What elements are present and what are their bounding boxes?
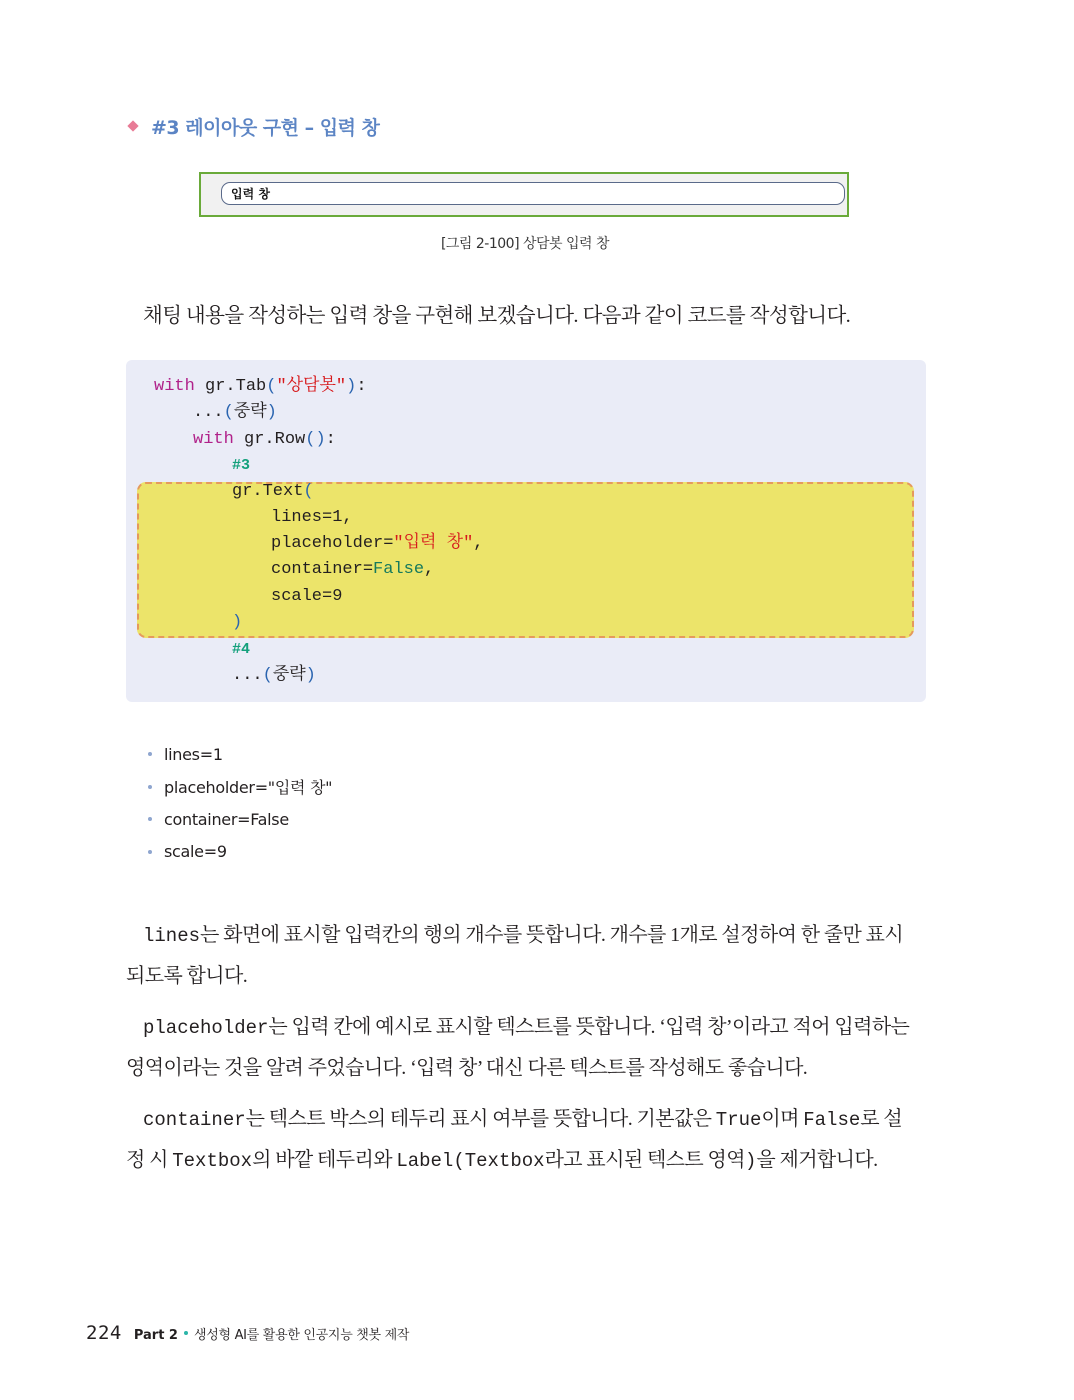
code-text: , (473, 534, 484, 553)
paragraph-lines (126, 915, 926, 996)
bullet-item (148, 836, 332, 869)
paragraph-text: 정 시 (126, 1149, 173, 1171)
code-paren: ) (266, 403, 277, 422)
code-paren: ) (315, 430, 326, 449)
code-line-9 (271, 584, 342, 610)
code-string: "입력 창" (393, 534, 474, 553)
inline-code: False (803, 1109, 861, 1131)
figure-textbox (221, 182, 845, 205)
paragraph-text: 라고 표시된 텍스트 영역 (544, 1149, 745, 1171)
parameter-bullet-list (148, 738, 332, 868)
part-label: Part 2 (133, 1328, 178, 1343)
code-comment-4: #4 (232, 641, 251, 658)
inline-code: True (715, 1109, 762, 1131)
code-paren: ) (346, 377, 357, 396)
code-line-8 (271, 557, 434, 583)
intro-paragraph: 채팅 내용을 작성하는 입력 창을 구현해 보겠습니다. 다음과 같이 코드를 작성합니다. (143, 305, 851, 327)
paragraph-text: 이며 (761, 1108, 804, 1130)
code-text: gr.Text (232, 482, 304, 501)
paragraph-text: 의 바깥 테두리와 (252, 1149, 397, 1171)
inline-code: ) (744, 1150, 757, 1172)
inline-code: Textbox (172, 1150, 253, 1172)
code-text: lines=1, (271, 508, 353, 527)
code-paren: ( (266, 377, 277, 396)
bullet-text: lines=1 (164, 744, 223, 764)
code-paren: ( (303, 482, 314, 501)
bullet-item (148, 771, 332, 804)
code-keyword: with (154, 377, 195, 396)
code-line-2 (193, 400, 277, 426)
code-paren: ( (262, 666, 273, 685)
figure-caption: [그림 2-100] 상담봇 입력 창 (440, 236, 610, 252)
chapter-title: 생성형 AI를 활용한 인공지능 챗봇 제작 (193, 1328, 410, 1343)
inline-code: Label(Textbox (396, 1150, 545, 1172)
paragraph-text: 는 입력 칸에 예시로 표시할 텍스트를 뜻합니다. ‘입력 창’이라고 적어 입력하는 (268, 1016, 910, 1038)
code-text: , (424, 560, 435, 579)
code-text: ... (193, 403, 224, 422)
bullet-item (148, 738, 332, 771)
inline-code: lines (143, 925, 201, 947)
code-line-10: ) (232, 613, 243, 632)
code-text: gr.Row (233, 430, 306, 449)
code-paren: ) (305, 666, 316, 685)
paragraph-line (126, 1007, 926, 1048)
paragraph-line (126, 915, 926, 956)
code-paren: ( (305, 430, 316, 449)
code-text: container= (271, 560, 374, 579)
page-number: 224 (86, 1322, 122, 1344)
code-keyword: with (193, 430, 234, 449)
bullet-text: placeholder="입력 창" (164, 778, 333, 798)
bullet-dot-icon (148, 817, 152, 821)
code-line-6 (271, 505, 353, 531)
diamond-bullet-icon (127, 120, 138, 131)
paragraph-placeholder (126, 1007, 926, 1088)
section-heading (127, 110, 379, 142)
paragraph-text: 로 설 (860, 1108, 903, 1130)
inline-code: placeholder (143, 1017, 269, 1039)
paragraph-line: 되도록 합니다. (126, 965, 248, 987)
code-comment-3: #3 (232, 457, 251, 474)
footer-dot-icon (184, 1331, 188, 1335)
code-text: ... (232, 666, 263, 685)
bullet-dot-icon (148, 752, 152, 756)
inline-code: container (143, 1109, 246, 1131)
paragraph-line: 영역이라는 것을 알려 주었습니다. ‘입력 창’ 대신 다른 텍스트를 작성해도 좋습니다. (126, 1057, 808, 1079)
section-heading-text: #3 레이아웃 구현 – 입력 창 (151, 116, 380, 139)
code-line-1 (154, 374, 367, 400)
code-highlight-box (137, 482, 914, 638)
figure-input-window (199, 172, 849, 217)
code-text: : (325, 430, 336, 449)
code-text: : (356, 377, 367, 396)
bullet-dot-icon (148, 850, 152, 854)
code-string: "상담봇" (276, 377, 347, 396)
bullet-text: container=False (164, 809, 289, 829)
code-line-3 (193, 427, 336, 453)
paragraph-line (126, 1099, 926, 1140)
page-footer (86, 1322, 409, 1344)
code-text: scale=9 (271, 587, 343, 606)
code-boolean: False (373, 560, 425, 579)
code-text: placeholder= (271, 534, 394, 553)
code-paren: ( (223, 403, 234, 422)
paragraph-text: 는 화면에 표시할 입력칸의 행의 개수를 뜻합니다. 개수를 1개로 설정하여 한 줄만 표시 (200, 924, 904, 946)
paragraph-text: 는 텍스트 박스의 테두리 표시 여부를 뜻합니다. 기본값은 (245, 1108, 716, 1130)
paragraph-container (126, 1099, 926, 1181)
code-text: gr.Tab (194, 377, 267, 396)
paragraph-text: 을 제거합니다. (756, 1149, 878, 1171)
paragraph-line (126, 1140, 926, 1181)
code-text: 중략 (272, 666, 306, 685)
code-line-12 (232, 663, 316, 689)
code-line-5 (232, 479, 314, 505)
code-line-7 (271, 531, 484, 557)
bullet-dot-icon (148, 785, 152, 789)
bullet-text: scale=9 (164, 842, 227, 862)
bullet-item (148, 803, 332, 836)
figure-textbox-placeholder: 입력 창 (231, 187, 270, 201)
code-text: 중략 (233, 403, 267, 422)
